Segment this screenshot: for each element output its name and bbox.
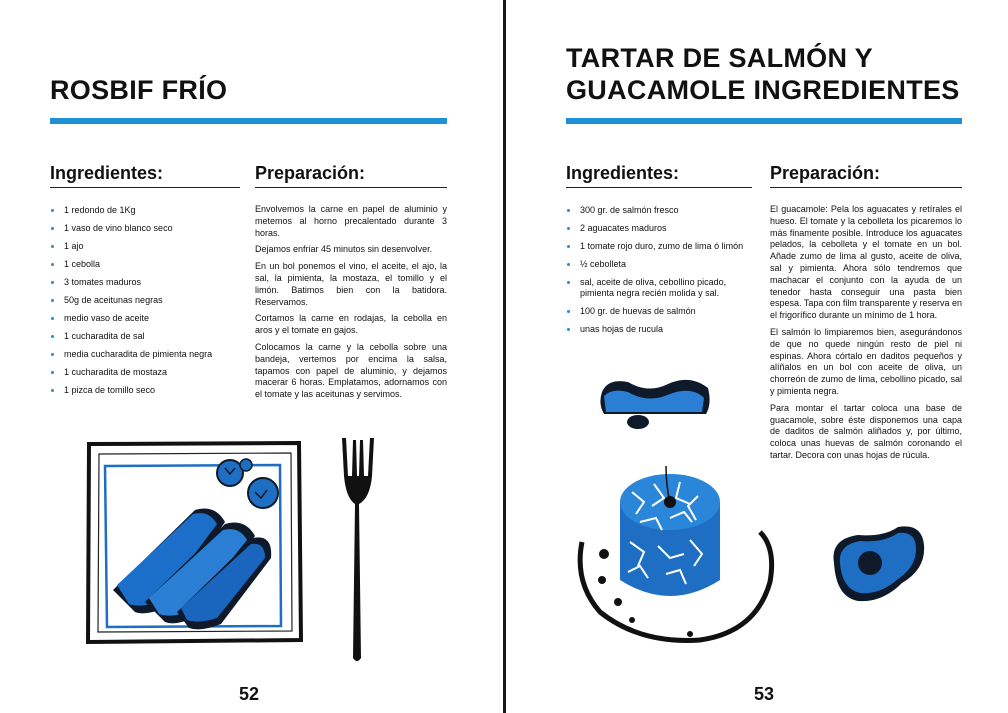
list-item: sal, aceite de oliva, cebollino picado, pimienta negra recién molida y sal. (566, 277, 752, 299)
preparation-heading: Preparación: (770, 162, 962, 188)
ingredients-heading: Ingredientes: (50, 162, 240, 188)
list-item: unas hojas de rucula (566, 324, 752, 335)
paragraph: En un bol ponemos el vino, el aceite, el ajo, la sal, la pimienta, la mostaza, el tomillo y el limón. Batimos bien con la batidora. Reservamos. (255, 261, 447, 307)
list-item: 2 aguacates maduros (566, 223, 752, 234)
list-item: 1 ajo (50, 241, 240, 252)
list-item: 100 gr. de huevas de salmón (566, 306, 752, 317)
list-item: 1 cebolla (50, 259, 240, 270)
tartar-plate-illustration (570, 462, 780, 647)
list-item: ½ cebolleta (566, 259, 752, 270)
preparation-text (255, 204, 447, 406)
paragraph: El salmón lo limpiaremos bien, asegurándonos de que no quede ningún resto de piel ni espinas. Ahora córtalo en daditos pequeños y alíñalos en un bol con aceite de oliva, un chorreón de zumo de lima, cebollino picado, sal y pimienta negra. (770, 326, 962, 396)
left-page (0, 0, 503, 713)
list-item: 1 cucharadita de sal (50, 331, 240, 342)
preparation-text (770, 204, 962, 467)
list-item: 50g de aceitunas negras (50, 295, 240, 306)
avocado-slice-illustration (598, 374, 713, 434)
paragraph: Envolvemos la carne en papel de aluminio y metemos al horno precalentado durante 3 horas. (255, 204, 447, 238)
page-number: 52 (239, 684, 260, 704)
avocado-half-illustration (828, 523, 928, 605)
list-item: 1 tomate rojo duro, zumo de lima ó limón (566, 241, 752, 252)
paragraph: Para montar el tartar coloca una base de guacamole, sobre éste disponemos una capa de daditos de salmón aliñados y, por último, coloca unas huevas de salmón coronando el tartar. Decora con unas hojas de rúcula. (770, 402, 962, 460)
paragraph: El guacamole: Pela los aguacates y retírales el hueso. El tomate y la cebolleta los picaremos lo más finamente posible. Introduce los aguacates pelados, la cebolleta y el tomate en un bol. Añade zumo de lima al gusto, aceite de oliva, sal y pimienta. Ahora sólo tendremos que machacar el conjunto con la ayuda de un tenedor hasta conseguir una pasta bien espesa. Tapa con film transparente y reserva en el frigorífico durante un mínimo de 1 hora. (770, 204, 962, 321)
list-item: 1 cucharadita de mostaza (50, 367, 240, 378)
ingredients-list (50, 205, 240, 403)
page-number: 53 (754, 684, 775, 704)
list-item: 1 vaso de vino blanco seco (50, 223, 240, 234)
roast-beef-plate-illustration (85, 440, 305, 645)
paragraph: Cortamos la carne en rodajas, la cebolla en aros y el tomate en gajos. (255, 313, 447, 336)
preparation-heading: Preparación: (255, 162, 447, 188)
title-line-2: GUACAMOLE INGREDIENTES (566, 75, 960, 105)
list-item: 1 pizca de tomillo seco (50, 385, 240, 396)
list-item: 1 redondo de 1Kg (50, 205, 240, 216)
paragraph: Dejamos enfriar 45 minutos sin desenvolver. (255, 244, 433, 255)
book-spine (503, 0, 506, 713)
list-item: medio vaso de aceite (50, 313, 240, 324)
list-item: 3 tomates maduros (50, 277, 240, 288)
fork-icon (338, 436, 378, 664)
title-underline (566, 118, 962, 124)
list-item: media cucharadita de pimienta negra (50, 349, 240, 360)
right-page (508, 0, 1008, 713)
paragraph: Colocamos la carne y la cebolla sobre una bandeja, vertemos por encima la salsa, tapamos con papel de aluminio, y dejamos macerar 6 horas. Emplatamos, adornamos con el tomate y las aceitunas y servimos. (255, 341, 447, 400)
title-underline (50, 118, 447, 124)
list-item: 300 gr. de salmón fresco (566, 205, 752, 216)
title-line-1: TARTAR DE SALMÓN Y (566, 43, 873, 73)
ingredients-list (566, 205, 752, 342)
page-title: ROSBIF FRÍO (50, 75, 228, 105)
ingredients-heading: Ingredientes: (566, 162, 752, 188)
page-title (566, 42, 960, 106)
